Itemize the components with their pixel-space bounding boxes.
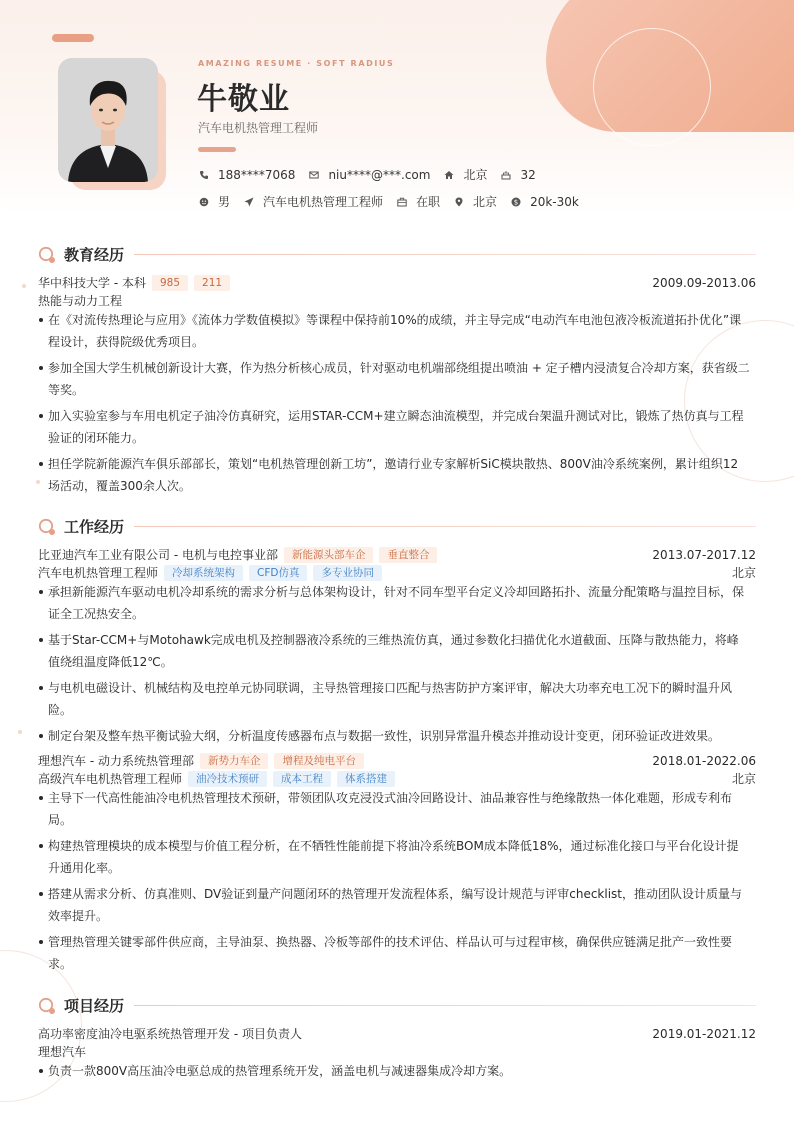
project-company-row	[38, 1043, 756, 1060]
job-role: 高级汽车电机热管理工程师	[38, 772, 183, 786]
avatar	[58, 58, 158, 182]
job-role: 汽车电机热管理工程师	[38, 566, 159, 580]
company-name: 比亚迪汽车工业有限公司 - 电机与电控事业部	[38, 548, 278, 562]
home-info	[444, 166, 487, 183]
major-name: 热能与动力工程	[38, 294, 123, 308]
job-role-row	[38, 770, 756, 787]
gender-info	[199, 193, 230, 210]
job-bullet: 承担新能源汽车驱动电机冷却系统的需求分析与总体架构设计，针对不同车型平台定义冷却回路拓扑、流量分配策略与温控目标，保证全工况热安全。	[38, 581, 750, 625]
status-text: 在职	[416, 195, 441, 209]
company-tag: 增程及纯电平台	[274, 753, 364, 769]
phone-text: 188****7068	[218, 167, 296, 182]
school-name: 华中科技大学 - 本科	[38, 276, 146, 290]
company-name: 理想汽车 - 动力系统热管理部	[38, 754, 194, 768]
role-tag: 油冷技术预研	[188, 771, 267, 787]
work-section-header	[38, 516, 756, 537]
job-bullet: 搭建从需求分析、仿真准则、DV验证到量产问题闭环的热管理开发流程体系，编写设计规范与评审checklist，推动团队设计质量与效率提升。	[38, 883, 750, 927]
role-tag: 多专业协同	[313, 565, 382, 581]
age-text: 32	[520, 167, 536, 182]
location-info	[454, 193, 497, 210]
gender-icon	[199, 197, 209, 207]
role-tag: 成本工程	[273, 771, 331, 787]
header-decor-ring	[593, 28, 711, 146]
section-divider	[134, 526, 756, 527]
phone-info	[199, 168, 295, 182]
age-info	[501, 168, 535, 182]
email-text: niu****@***.com	[328, 167, 431, 182]
salary-icon	[511, 197, 521, 207]
svg-text:$: $	[513, 198, 519, 207]
status-info	[397, 193, 440, 210]
tagline: AMAZING RESUME · SOFT RADIUS	[198, 59, 395, 68]
briefcase-icon	[397, 197, 407, 207]
education-major-row	[38, 292, 756, 309]
target-job-text: 汽车电机热管理工程师	[263, 195, 384, 209]
job-bullet: 与电机电磁设计、机械结构及电控单元协同联调，主导热管理接口匹配与热害防护方案评审，解决大功率充电工况下的瞬时温升风险。	[38, 677, 750, 721]
education-bullet: 加入实验室参与车用电机定子油冷仿真研究，运用STAR-CCM+建立瞬态油流模型，并完成台架温升测试对比，锻炼了热仿真与工程验证的闭环能力。	[38, 405, 750, 449]
job-bullet: 制定台架及整车热平衡试验大纲，分析温度传感器布点与数据一致性，识别异常温升模态并推动设计变更，闭环验证改进效果。	[38, 725, 750, 747]
education-bullet: 在《对流传热理论与应用》《流体力学数值模拟》等课程中保持前10%的成绩，并主导完成“电动汽车电池包液冷板流道拓扑优化”课程设计，获得院级优秀项目。	[38, 309, 750, 353]
section-divider	[134, 1005, 756, 1006]
header-accent-pill	[52, 34, 94, 42]
company-tag: 新势力车企	[200, 753, 269, 769]
title-accent-line	[198, 147, 236, 152]
education-date: 2009.09-2013.06	[652, 275, 756, 290]
contact-row	[199, 166, 550, 183]
salary-text: 20k-30k	[530, 194, 579, 209]
education-tag: 985	[152, 275, 188, 291]
role-tag: 体系搭建	[337, 771, 395, 787]
decor-dot	[18, 730, 22, 734]
job-city: 北京	[731, 772, 756, 786]
section-search-icon	[38, 997, 56, 1015]
project-company: 理想汽车	[38, 1045, 87, 1059]
candidate-title: 汽车电机热管理工程师	[198, 121, 319, 135]
job-bullet: 主导下一代高性能油冷电机热管理技术预研，带领团队攻克浸没式油冷回路设计、油品兼容性与绝缘散热一体化难题，形成专利布局。	[38, 787, 750, 831]
company-tag: 新能源头部车企	[284, 547, 374, 563]
education-bullet: 担任学院新能源汽车俱乐部部长，策划“电机热管理创新工坊”，邀请行业专家解析SiC模块散热、800V油冷系统案例，累计组织12场活动，覆盖300余人次。	[38, 453, 750, 497]
decor-dot	[22, 284, 26, 288]
role-tag: CFD仿真	[249, 565, 307, 581]
job-company-row	[38, 752, 756, 769]
job-bullet: 基于Star-CCM+与Motohawk完成电机及控制器液冷系统的三维热流仿真，通过参数化扫描优化水道截面、压降与散热能力，将峰值绕组温度降低12℃。	[38, 629, 750, 673]
candidate-name: 牛敬业	[197, 82, 290, 117]
job-bullet: 构建热管理模块的成本模型与价值工程分析，在不牺牲性能前提下将油冷系统BOM成本降低18%，通过标准化接口与平台化设计提升通用化率。	[38, 835, 750, 879]
project-title-row	[38, 1025, 756, 1042]
project-heading: 项目经历	[64, 997, 125, 1015]
job-city: 北京	[731, 566, 756, 580]
project-name: 高功率密度油冷电驱系统热管理开发 - 项目负责人	[38, 1027, 302, 1041]
education-tag: 211	[194, 275, 230, 291]
gender-text: 男	[218, 195, 231, 209]
job-bullet: 管理热管理关键零部件供应商，主导油泵、换热器、冷板等部件的技术评估、样品认可与过程审核，确保供应链满足批产一致性要求。	[38, 931, 750, 975]
send-icon	[244, 197, 254, 207]
phone-icon	[199, 170, 209, 180]
home-text: 北京	[463, 168, 488, 182]
location-icon	[454, 197, 464, 207]
email-info	[309, 168, 430, 182]
job-date: 2013.07-2017.12	[652, 547, 756, 562]
project-date: 2019.01-2021.12	[652, 1026, 756, 1041]
education-section-header	[38, 244, 756, 265]
project-bullet: 负责一款800V高压油冷电驱总成的热管理系统开发，涵盖电机与减速器集成冷却方案。	[38, 1060, 750, 1082]
section-search-icon	[38, 518, 56, 536]
education-school-row	[38, 274, 756, 291]
mail-icon	[309, 170, 319, 180]
project-section-header	[38, 995, 756, 1016]
salary-info	[511, 195, 579, 209]
location-text: 北京	[473, 195, 498, 209]
company-tag: 垂直整合	[379, 547, 437, 563]
target-job-info	[244, 193, 383, 210]
age-icon	[501, 170, 511, 180]
work-heading: 工作经历	[64, 518, 125, 536]
education-bullet: 参加全国大学生机械创新设计大赛，作为热分析核心成员，针对驱动电机端部绕组提出喷油 + 定子槽内浸渍复合冷却方案，获省级二等奖。	[38, 357, 750, 401]
job-role-row	[38, 564, 756, 581]
job-date: 2018.01-2022.06	[652, 753, 756, 768]
home-icon	[444, 170, 454, 180]
section-divider	[134, 254, 756, 255]
education-heading: 教育经历	[64, 246, 125, 264]
profile-row	[199, 193, 593, 210]
job-company-row	[38, 546, 756, 563]
role-tag: 冷却系统架构	[164, 565, 243, 581]
section-search-icon	[38, 246, 56, 264]
